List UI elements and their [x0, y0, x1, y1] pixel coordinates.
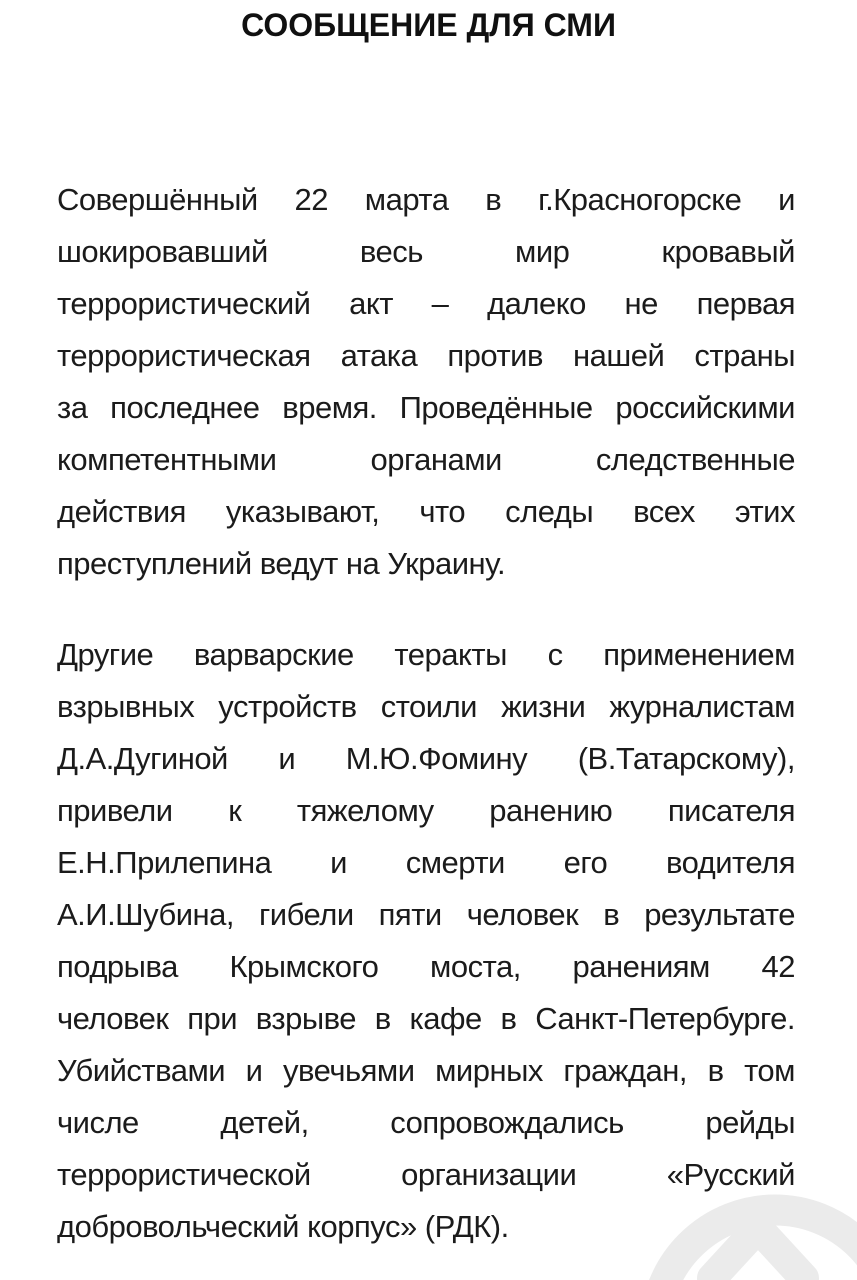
paragraph	[57, 174, 795, 590]
paragraph-line: подрыва Крымского моста, ранениям 42	[57, 949, 795, 984]
page-title: СООБЩЕНИЕ ДЛЯ СМИ	[241, 7, 616, 43]
paragraph-line: Другие варварские теракты с применением	[57, 637, 795, 672]
paragraph-line: действия указывают, что следы всех этих	[57, 494, 795, 529]
paragraph-line: Убийствами и увечьями мирных граждан, в том	[57, 1053, 795, 1088]
paragraph-line: А.И.Шубина, гибели пяти человек в результате	[57, 897, 795, 932]
paragraph-line: шокировавший весь мир кровавый	[57, 234, 795, 269]
paragraph-line: взрывных устройств стоили жизни журналистам	[57, 689, 795, 724]
document-body	[57, 174, 795, 1253]
paragraph-line: террористический акт – далеко не первая	[57, 286, 795, 321]
paragraph-line: человек при взрыве в кафе в Санкт-Петербурге.	[57, 1001, 795, 1036]
paragraph-line: террористическая атака против нашей страны	[57, 338, 795, 373]
paragraph-line: за последнее время. Проведённые российскими	[57, 390, 795, 425]
paragraph-line: Е.Н.Прилепина и смерти его водителя	[57, 845, 795, 880]
paragraph-line: террористической организации «Русский	[57, 1157, 795, 1192]
paragraph-line: числе детей, сопровождались рейды	[57, 1105, 795, 1140]
paragraph-line: привели к тяжелому ранению писателя	[57, 793, 795, 828]
paragraph	[57, 629, 795, 1253]
paragraph-line: Д.А.Дугиной и М.Ю.Фомину (В.Татарскому),	[57, 741, 795, 776]
paragraph-line: Совершённый 22 марта в г.Красногорске и	[57, 182, 795, 217]
paragraph-line: добровольческий корпус» (РДК).	[57, 1209, 509, 1244]
paragraph-line: компетентными органами следственные	[57, 442, 795, 477]
paragraph-line: преступлений ведут на Украину.	[57, 546, 506, 581]
